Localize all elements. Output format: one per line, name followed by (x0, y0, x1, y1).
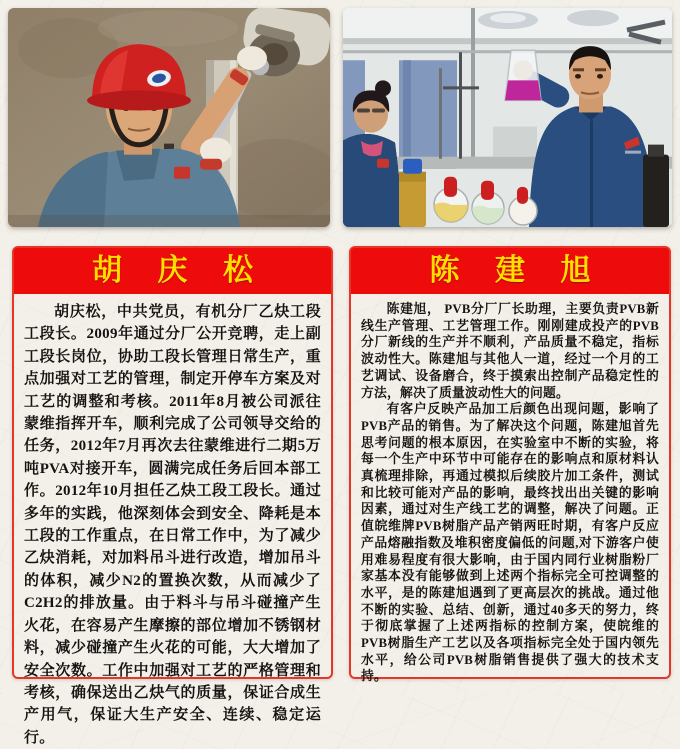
bio-paragraph: 陈建旭， PVB分厂厂长助理，主要负责PVB新线生产管理、工艺管理工作。刚刚建成投产的PVB分厂新线的生产并不顺利，产品质量不稳定，指标波动性大。陈建旭与其他人一道，经过一个月的工艺调试、设备磨合，终于摸索出控制产品稳定性的方法，解决了质量波动性大的问题。 (361, 302, 659, 400)
photo-acetylene-worker (8, 8, 330, 227)
name-banner-right (351, 248, 669, 294)
bio-chen-jianxu (351, 294, 669, 685)
profile-name-hu-qingsong: 胡 庆 松 (92, 254, 267, 287)
name-banner-left (14, 248, 331, 294)
bio-hu-qingsong (14, 294, 331, 749)
bio-paragraph: 有客户反映产品加工后颜色出现问题，影响了PVB产品的销售。为了解决这个问题，陈建旭首先思考问题的根本原因，在实验室中不断的实验，将每一个生产中环节中可能存在的影响点和原材料认真梳理排除，再通过模拟后续胶片加工条件，测试和比较可能对产品的影响，最终找出出关键的影响因素，通过对生产线工艺的调整，解决了问题。正值皖维牌PVB树脂产品产销两旺时期，有客户反应产品熔融指数及堆积密度偏低的问题,对下游客户使用难易程度有很大影响，由于国内同行业树脂粉厂家基本没有能够做到上述两个指标完全可控调整的水平，是的陈建旭遇到了更高层次的挑战。通过他不断的实验、总结、创新，通过40多天的努力，终于彻底掌握了上述两指标的控制方案，使皖维的PVB树脂生产工艺以及各项指标完全处于国内领先水平，给公司PVB树脂销售提供了强大的技术支持。 (361, 402, 659, 684)
profile-card-chen-jianxu (349, 246, 671, 684)
acetylene-worker-illustration (8, 8, 330, 227)
photo-lab-technician (343, 8, 672, 227)
profile-name-chen-jianxu: 陈 建 旭 (429, 254, 605, 287)
bio-paragraph: 胡庆松，中共党员，有机分厂乙炔工段工段长。2009年通过分厂公开竞聘，走上副工段长岗位，协助工段长管理日常生产，重点加强对工艺的管理，制定开停车方案及对工艺的调整和考核。2011年8月被公司派往蒙维指挥开车，顺利完成了公司领导交给的任务，2012年7月再次去往蒙维进行二期5万吨PVA对接开车，圆满完成任务后回本部工作。2012年10月担任乙炔工段工段长。通过多年的实践，他深刻体会到安全、降耗是本工段的工作重点，在日常工作中，为了减少乙炔消耗，对加料吊斗进行改造，增加吊斗的体积，减少N2的置换次数，从而减少了C2H2的排放量。由于料斗与吊斗碰撞产生火花，在容易产生摩擦的部位增加不锈钢材料，减少碰撞产生火花的可能，大大增加了安全次数。工作中加强对工艺的严格管理和考核，确保送出乙炔气的质量，保证合成生产用气，保证大生产安全、连续、稳定运行。 (24, 304, 321, 746)
lab-technician-illustration (343, 8, 672, 227)
profile-card-hu-qingsong (12, 246, 333, 746)
photo-row (8, 8, 672, 227)
